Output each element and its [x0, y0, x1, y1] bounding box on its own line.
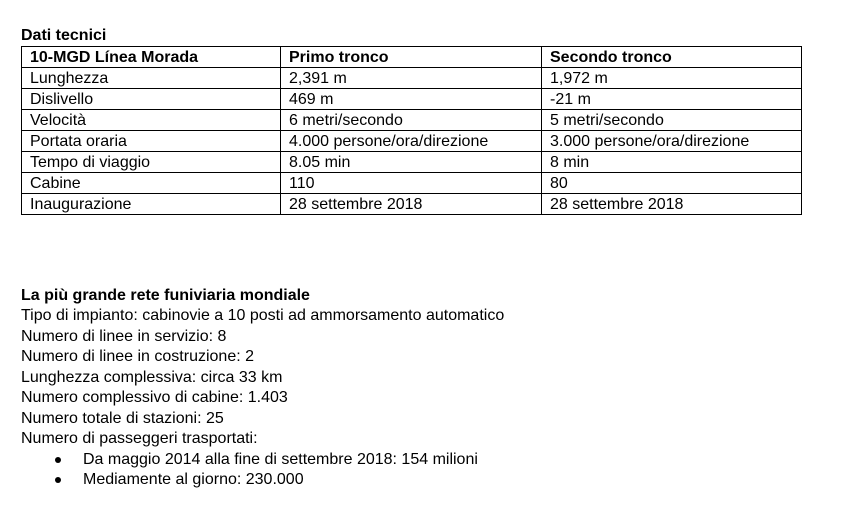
row-value-first: 28 settembre 2018 — [281, 194, 542, 215]
table-row — [22, 173, 802, 194]
row-label: Tempo di viaggio — [22, 152, 281, 173]
row-value-first: 6 metri/secondo — [281, 110, 542, 131]
table-row — [22, 110, 802, 131]
row-value-second: 28 settembre 2018 — [542, 194, 802, 215]
tech-table — [21, 46, 802, 215]
row-label: Dislivello — [22, 89, 281, 110]
network-line-under-construction: Numero di linee in costruzione: 2 — [21, 348, 255, 365]
bullet-icon — [55, 457, 61, 463]
row-label: Velocità — [22, 110, 281, 131]
row-value-second: 5 metri/secondo — [542, 110, 802, 131]
network-section — [21, 286, 821, 491]
network-line-total-length: Lunghezza complessiva: circa 33 km — [21, 368, 283, 386]
row-value-first: 8.05 min — [281, 152, 542, 173]
list-item — [21, 470, 821, 491]
network-line-passengers: Numero di passeggeri trasportati: — [21, 430, 258, 447]
list-item — [21, 450, 821, 471]
network-line-type: Tipo di impianto: cabinovie a 10 posti ad ammorsamento automatico — [21, 307, 505, 324]
network-title: La più grande rete funiviaria mondiale — [21, 287, 310, 304]
row-value-first: 4.000 persone/ora/direzione — [281, 131, 542, 152]
row-value-second: 1,972 m — [542, 68, 802, 89]
row-value-second: 8 min — [542, 152, 802, 173]
row-value-first: 2,391 m — [281, 68, 542, 89]
row-value-second: -21 m — [542, 89, 802, 110]
network-line-in-service: Numero di linee in servizio: 8 — [21, 327, 227, 345]
row-label: Lunghezza — [22, 68, 281, 89]
bullet-text: Mediamente al giorno: 230.000 — [83, 471, 304, 488]
table-row — [22, 68, 802, 89]
table-row — [22, 131, 802, 152]
table-header-row — [22, 47, 802, 68]
tech-title: Dati tecnici — [21, 27, 107, 44]
row-value-second: 3.000 persone/ora/direzione — [542, 131, 802, 152]
passenger-bullet-list — [21, 450, 821, 491]
row-label: Portata oraria — [22, 131, 281, 152]
table-row — [22, 194, 802, 215]
network-line-cabins: Numero complessivo di cabine: 1.403 — [21, 389, 288, 406]
header-cell-line: 10-MGD Línea Morada — [22, 47, 281, 68]
network-line-stations: Numero totale di stazioni: 25 — [21, 409, 224, 427]
header-cell-first: Primo tronco — [281, 47, 542, 68]
table-row — [22, 89, 802, 110]
row-label: Inaugurazione — [22, 194, 281, 215]
bullet-icon — [55, 477, 61, 483]
row-value-second: 80 — [542, 173, 802, 194]
row-label: Cabine — [22, 173, 281, 194]
bullet-text: Da maggio 2014 alla fine di settembre 2018: 154 milioni — [83, 450, 478, 468]
row-value-first: 469 m — [281, 89, 542, 110]
row-value-first: 110 — [281, 173, 542, 194]
tech-section — [21, 26, 821, 215]
header-cell-second: Secondo tronco — [542, 47, 802, 68]
table-row — [22, 152, 802, 173]
